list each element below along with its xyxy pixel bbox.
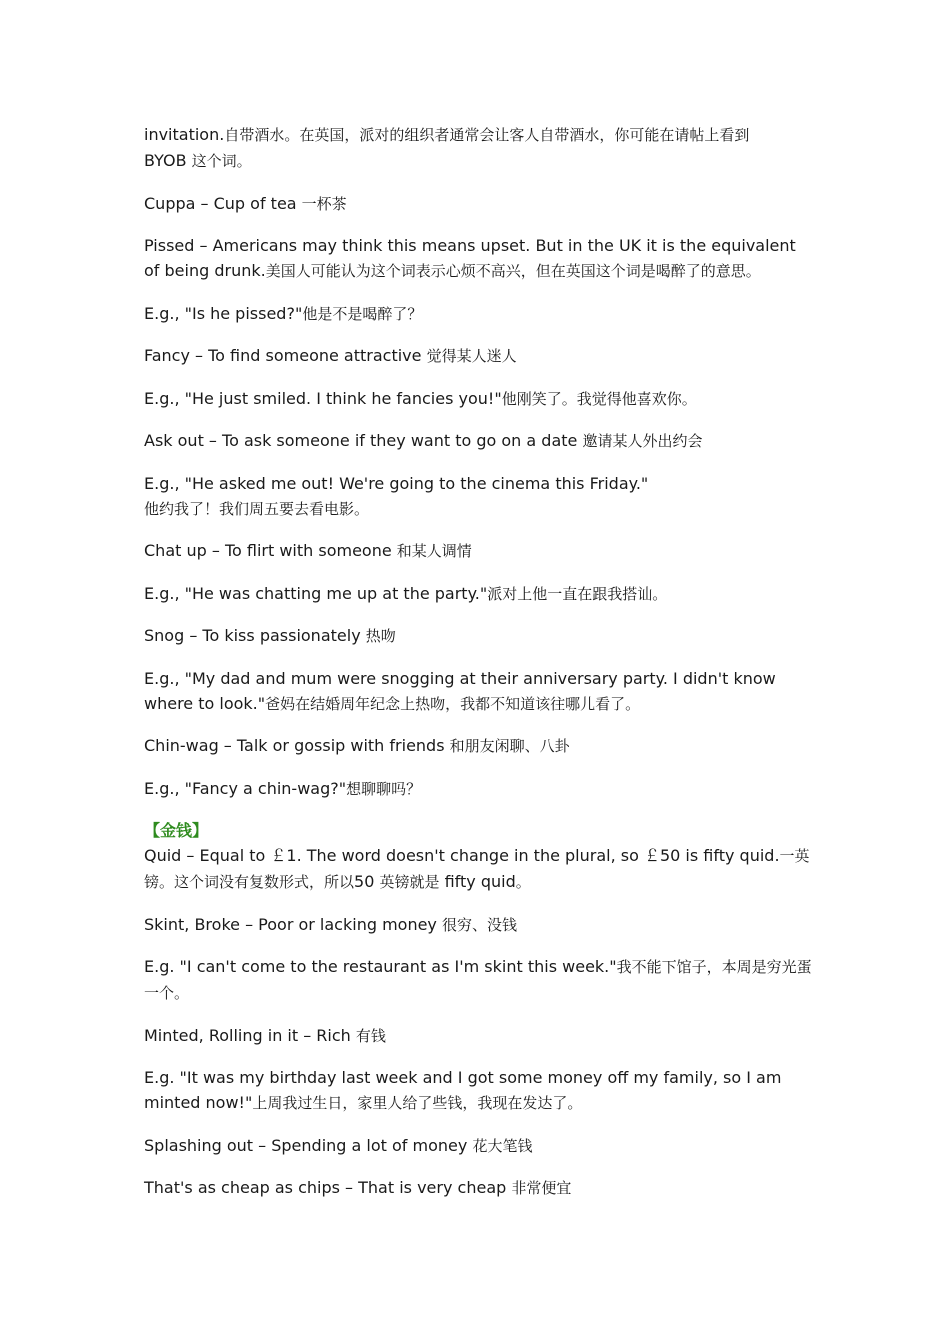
paragraph-fancy <box>144 343 814 369</box>
text-cn: 有钱 <box>355 1026 386 1045</box>
paragraph-chin-wag-example <box>144 776 814 802</box>
paragraph-cuppa <box>144 191 814 217</box>
text-cn: 他是不是喝醉了？ <box>302 304 423 323</box>
text-en: BYOB <box>144 151 187 170</box>
text-en: Snog – To kiss passionately <box>144 626 366 645</box>
text-cn: 和朋友闲聊、八卦 <box>449 737 570 755</box>
text-cn: 上周我过生日，家里人给了些钱，我现在发达了。 <box>252 1094 583 1112</box>
paragraph-pissed-example <box>144 301 814 327</box>
paragraph-pissed <box>144 233 814 284</box>
text-cn: 自带酒水。在英国，派对的组织者通常会让客人自带酒水，你可能在请帖上看到 <box>224 126 750 144</box>
text-en: E.g. "I can't come to the restaurant as I'm skint this week." <box>144 957 617 976</box>
text-en: Quid – Equal to ￡1. The word doesn't change in the plural, so ￡50 is fifty quid. <box>144 846 780 865</box>
text-en: E.g. "It was my birthday last week and I got some money off my family, so I am minted now!" <box>144 1068 782 1112</box>
text-cn: 。 <box>515 873 531 891</box>
text-en: 50 <box>354 872 375 891</box>
text-en: E.g., "Is he pissed?" <box>144 303 303 323</box>
text-en: Minted, Rolling in it – Rich <box>144 1025 356 1045</box>
text-cn: 我不能下馆子，本周是穷光蛋一个。 <box>144 958 812 1002</box>
text-en: Chat up – To flirt with someone <box>144 541 397 560</box>
text-cn: 花大笔钱 <box>472 1136 533 1155</box>
text-cn: 很穷、没钱 <box>441 915 517 934</box>
paragraph-chin-wag <box>144 733 814 759</box>
text-en: Pissed – Americans may think this means upset. But in the UK it is the equivalent of being drunk. <box>144 236 796 280</box>
paragraph-minted-example <box>144 1065 814 1116</box>
text-cn: 派对上他一直在跟我搭讪。 <box>487 584 668 603</box>
text-en: E.g., "My dad and mum were snogging at their anniversary party. I didn't know where to look." <box>144 668 776 713</box>
text-en: E.g., "He was chatting me up at the party." <box>144 583 488 603</box>
paragraph-chat-up-example <box>144 581 814 607</box>
paragraph-byob <box>144 122 814 174</box>
text-en: That's as cheap as chips – That is very cheap <box>144 1178 512 1197</box>
text-cn: 邀请某人外出约会 <box>582 432 703 450</box>
text-en: E.g., "He just smiled. I think he fancies you!" <box>144 388 502 408</box>
paragraph-minted <box>144 1023 814 1049</box>
paragraph-skint <box>144 912 814 938</box>
text-en: E.g., "He asked me out! We're going to the cinema this Friday." <box>144 473 649 493</box>
paragraph-cheap-as-chips <box>144 1175 814 1201</box>
text-en: Splashing out – Spending a lot of money <box>144 1135 473 1155</box>
text-en: Ask out – To ask someone if they want to go on a date <box>144 431 583 450</box>
text-en: Cuppa – Cup of tea <box>144 193 302 213</box>
text-cn: 非常便宜 <box>511 1179 572 1197</box>
document-page <box>144 122 814 1218</box>
text-cn: 想聊聊吗？ <box>346 779 422 798</box>
text-cn: 一英镑。这个词没有复数形式，所以 <box>144 847 810 891</box>
text-cn: 和某人调情 <box>396 542 472 560</box>
text-cn: 他刚笑了。我觉得他喜欢你。 <box>501 389 697 408</box>
paragraph-skint-example <box>144 954 814 1006</box>
text-en: Fancy – To find someone attractive <box>144 346 427 365</box>
text-cn: 英镑就是 <box>379 873 440 891</box>
paragraph-snog-example <box>144 666 814 717</box>
paragraph-snog <box>144 623 814 649</box>
paragraph-quid <box>144 843 814 895</box>
text-cn: 他约我了！我们周五要去看电影。 <box>144 499 370 518</box>
text-cn: 觉得某人迷人 <box>426 347 517 365</box>
paragraph-ask-out <box>144 428 814 454</box>
text-cn: 美国人可能认为这个词表示心烦不高兴，但在英国这个词是喝醉了的意思。 <box>265 262 761 280</box>
text-cn: 爸妈在结婚周年纪念上热吻，我都不知道该往哪儿看了。 <box>265 694 641 713</box>
text-cn: 这个词。 <box>191 152 252 170</box>
paragraph-fancy-example <box>144 386 814 412</box>
paragraph-ask-out-example <box>144 471 814 522</box>
text-cn: 一杯茶 <box>301 194 347 213</box>
paragraph-chat-up <box>144 538 814 564</box>
paragraph-splashing-out <box>144 1133 814 1159</box>
text-en: E.g., "Fancy a chin-wag?" <box>144 778 347 798</box>
section-heading-money: 【金钱】 <box>144 821 209 840</box>
text-en: Skint, Broke – Poor or lacking money <box>144 914 442 934</box>
text-en: invitation. <box>144 125 225 144</box>
text-en: fifty quid <box>444 872 516 891</box>
text-cn: 热吻 <box>365 627 396 645</box>
text-en: Chin-wag – Talk or gossip with friends <box>144 736 450 755</box>
